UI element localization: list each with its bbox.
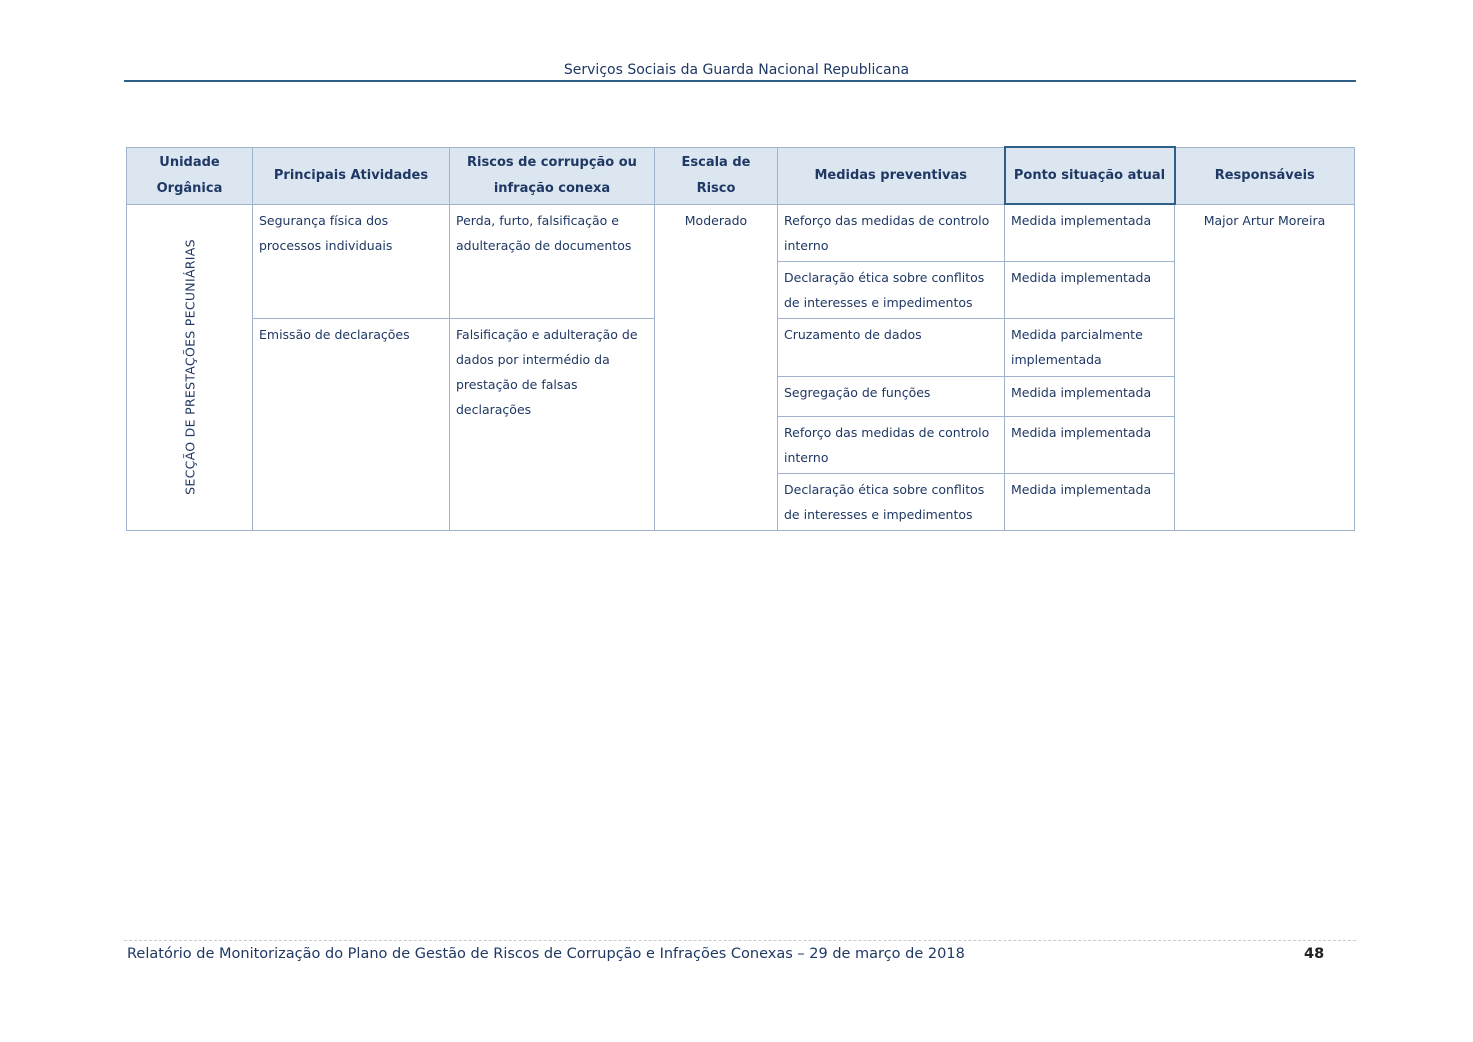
atividade-text-1: Segurança física dos processos individuais xyxy=(259,212,393,253)
header-escala: Escala de Risco xyxy=(655,147,778,204)
header-divider xyxy=(124,80,1356,82)
unidade-cell xyxy=(127,204,253,530)
risco-text-2: Falsificação e adulteração de dados por intermédio da prestação de falsas declarações xyxy=(456,326,638,417)
unidade-label: SECÇÃO DE PRESTAÇÕES PECUNIÁRIAS xyxy=(182,239,197,495)
page-header-title: Serviços Sociais da Guarda Nacional Republicana xyxy=(563,62,910,78)
medida-cell-5: Reforço das medidas de controlo interno xyxy=(778,416,1005,473)
ponto-cell-5: Medida implementada xyxy=(1005,416,1175,473)
header-unidade: Unidade Orgânica xyxy=(127,147,253,204)
ponto-cell-2: Medida implementada xyxy=(1005,261,1175,318)
escala-cell: Moderado xyxy=(655,204,778,530)
ponto-cell-3: Medida parcialmente implementada xyxy=(1005,318,1175,376)
risco-text-1: Perda, furto, falsificação e adulteração de documentos xyxy=(456,212,632,253)
medida-cell-1: Reforço das medidas de controlo interno xyxy=(778,204,1005,261)
responsavel-cell: Major Artur Moreira xyxy=(1175,204,1355,530)
atividade-cell-2 xyxy=(253,318,450,530)
header-ponto: Ponto situação atual xyxy=(1005,147,1175,204)
header-atividades: Principais Atividades xyxy=(253,147,450,204)
medida-cell-4: Segregação de funções xyxy=(778,376,1005,416)
atividade-text-2: Emissão de declarações xyxy=(259,326,410,342)
risco-cell-1 xyxy=(450,204,655,318)
footer-report-title: Relatório de Monitorização do Plano de Gestão de Riscos de Corrupção e Infrações Conexas – 29 de março de 2018 xyxy=(127,946,965,962)
page-number: 48 xyxy=(1304,946,1325,962)
risk-table xyxy=(126,146,1355,531)
footer-divider xyxy=(124,940,1356,941)
medida-cell-6: Declaração ética sobre conflitos de interesses e impedimentos xyxy=(778,473,1005,530)
medida-cell-3: Cruzamento de dados xyxy=(778,318,1005,376)
medida-cell-2: Declaração ética sobre conflitos de interesses e impedimentos xyxy=(778,261,1005,318)
table-row xyxy=(127,204,1355,261)
header-riscos: Riscos de corrupção ou infração conexa xyxy=(450,147,655,204)
ponto-cell-6: Medida implementada xyxy=(1005,473,1175,530)
risco-cell-2 xyxy=(450,318,655,530)
header-medidas: Medidas preventivas xyxy=(778,147,1005,204)
ponto-cell-4: Medida implementada xyxy=(1005,376,1175,416)
ponto-cell-1: Medida implementada xyxy=(1005,204,1175,261)
header-responsaveis: Responsáveis xyxy=(1175,147,1355,204)
table-header-row xyxy=(127,147,1355,204)
atividade-cell-1 xyxy=(253,204,450,318)
